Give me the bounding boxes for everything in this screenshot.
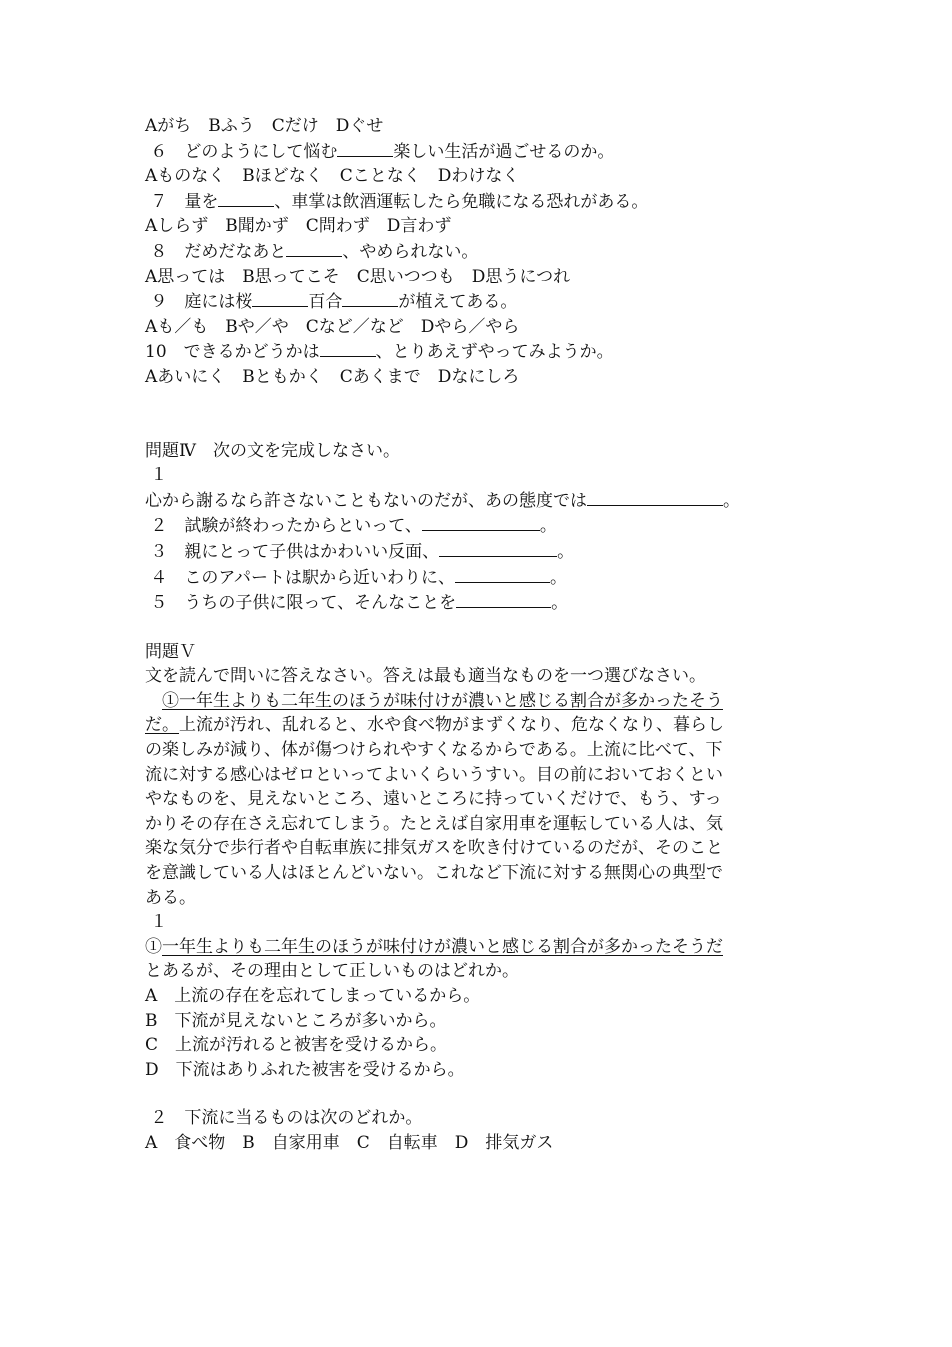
q6-blank [337, 139, 393, 157]
q9-stem [145, 289, 805, 315]
section4-item-5-text: うちの子供に限って、そんなことを [184, 593, 457, 614]
document-page [145, 114, 805, 1156]
section5-q1-quote-text: 一年生よりも二年生のほうが味付けが濃いと感じる割合が多かったそうだ [162, 936, 723, 957]
section4-title: 問題Ⅳ 次の文を完成しなさい。 [145, 440, 400, 461]
section4-item-1-text: 心から謝るなら許さないこともないのだが、あの態度では [145, 490, 587, 511]
q7-blank [218, 189, 274, 207]
q7-stem [145, 189, 805, 215]
q10-blank [320, 339, 376, 357]
q7-options: Aしらず B聞かず C問わず D言わず [145, 216, 452, 237]
section5-q1-option-b: B 下流が見えないところが多いから。 [145, 1010, 447, 1031]
passage-line-7: 楽な気分で歩行者や自転車族に排気ガスを吹き付けているのだが、そのこと [145, 838, 723, 859]
q9-blank-2 [342, 289, 398, 307]
q10-text-before: できるかどうかは [183, 342, 320, 363]
section4-item-3-text: 親にとって子供はかわいい反面、 [184, 541, 440, 562]
q8-text-after: 、やめられない。 [342, 241, 479, 262]
q8-blank [286, 239, 342, 257]
q9-number: ９ [150, 292, 168, 313]
section4-item-1-number: １ [150, 465, 168, 486]
section4-item-5-number: ５ [150, 593, 168, 614]
section5-title: 問題Ｖ [145, 641, 196, 662]
q9-text-before: 庭には桜 [184, 292, 253, 313]
passage-line-1 [145, 689, 805, 714]
q7-text-after: 、車掌は飲酒運転したら免職になる恐れがある。 [274, 191, 649, 212]
section5-q1-stem: とあるが、その理由として正しいものはどれか。 [145, 961, 519, 982]
circled-one-mark: ① [145, 936, 162, 957]
q6-text-after: 楽しい生活が過ごせるのか。 [393, 141, 615, 162]
section4-item-2: ２ 試験が終わったからといって、 。 [145, 513, 805, 539]
section4-item-1: 心から謝るなら許さないこともないのだが、あの態度では 。 [145, 488, 805, 514]
passage-line-2: だ。上流が汚れ、乱れると、水や食べ物がまずくなり、危なくなり、暮らし [145, 715, 725, 736]
section4-item-2-blank [422, 513, 540, 531]
section4-item-4-blank [455, 565, 550, 583]
section5-q2-stem: ２ 下流に当るものは次のどれか。 [150, 1108, 423, 1129]
passage-line-6: かりその存在さえ忘れてしまう。たとえば自家用車を運転している人は、気 [145, 813, 723, 834]
q7-text-before: 量を [184, 191, 219, 212]
section4-item-2-number: ２ [150, 516, 168, 537]
q6-number: ６ [150, 141, 168, 162]
section4-item-3-blank [439, 539, 557, 557]
q9-text-middle: 百合 [308, 292, 343, 313]
section5-q1-option-a: A 上流の存在を忘れてしまっているから。 [145, 986, 481, 1006]
section4-item-5: ５ うちの子供に限って、そんなことを 。 [145, 590, 805, 616]
passage-underlined-1: ①一年生よりも二年生のほうが味付けが濃いと感じる割合が多かったそう [162, 690, 723, 711]
passage-line-5: やなものを、見えないところ、遠いところに持っていくだけで、もう、すっ [145, 789, 722, 810]
section4-item-4-number: ４ [150, 567, 168, 588]
q10-stem [145, 339, 805, 365]
section4-item-5-blank [456, 590, 551, 608]
section5-q2-options: A 食べ物 B 自家用車 C 自転車 D 排気ガス [145, 1132, 554, 1153]
q9-blank-1 [252, 289, 308, 307]
section4-item-3: ３ 親にとって子供はかわいい反面、 。 [145, 539, 805, 565]
q9-text-after: が植えてある。 [398, 292, 518, 313]
section4-item-4-text: このアパートは駅から近いわりに、 [184, 567, 456, 588]
q10-options: Aあいにく Bともかく Cあくまで Dなにしろ [145, 366, 520, 387]
q10-text-after: 、とりあえずやってみようか。 [375, 342, 614, 363]
section5-q1-option-c: C 上流が汚れると被害を受けるから。 [145, 1035, 448, 1056]
q8-options: A思っては B思ってこそ C思いつつも D思うにつれ [145, 266, 571, 287]
passage-underlined-2: だ。 [145, 715, 179, 736]
passage-line-9: ある。 [145, 887, 196, 908]
passage-line-3: の楽しみが減り、体が傷つけられやすくなるからである。上流に比べて、下 [145, 740, 723, 761]
q5-options: Aがち Bふう Cだけ Dぐせ [145, 116, 384, 136]
section5-q1-quote [145, 935, 805, 960]
q8-stem [145, 239, 805, 265]
passage-line-8: を意識している人はほとんどいない。これなど下流に対する無関心の典型で [145, 863, 723, 884]
q6-options: Aものなく Bほどなく Cことなく Dわけなく [145, 166, 520, 187]
q8-number: ８ [150, 241, 168, 262]
q6-text-before: どのようにして悩む [184, 141, 338, 162]
section4-item-1-blank [587, 488, 723, 506]
section4-item-2-text: 試験が終わったからといって、 [184, 516, 422, 537]
q9-options: Aも／も Bや／や Cなど／など Dやら／やら [145, 316, 520, 337]
passage-line-4: 流に対する感心はゼロといってよいくらいうすい。目の前においておくとい [145, 764, 723, 785]
section4-item-3-number: ３ [150, 541, 168, 562]
section4-item-4: ４ このアパートは駅から近いわりに、 。 [145, 565, 805, 591]
q10-number: 10 [145, 342, 167, 363]
section5-instruction: 文を読んで問いに答えなさい。答えは最も適当なものを一つ選びなさい。 [145, 666, 706, 687]
section5-q1-option-d: D 下流はありふれた被害を受けるから。 [145, 1059, 465, 1080]
q7-number: ７ [150, 191, 168, 212]
section5-q1-number: １ [150, 912, 168, 933]
q6-stem [145, 139, 805, 165]
q8-text-before: だめだなあと [184, 241, 287, 262]
